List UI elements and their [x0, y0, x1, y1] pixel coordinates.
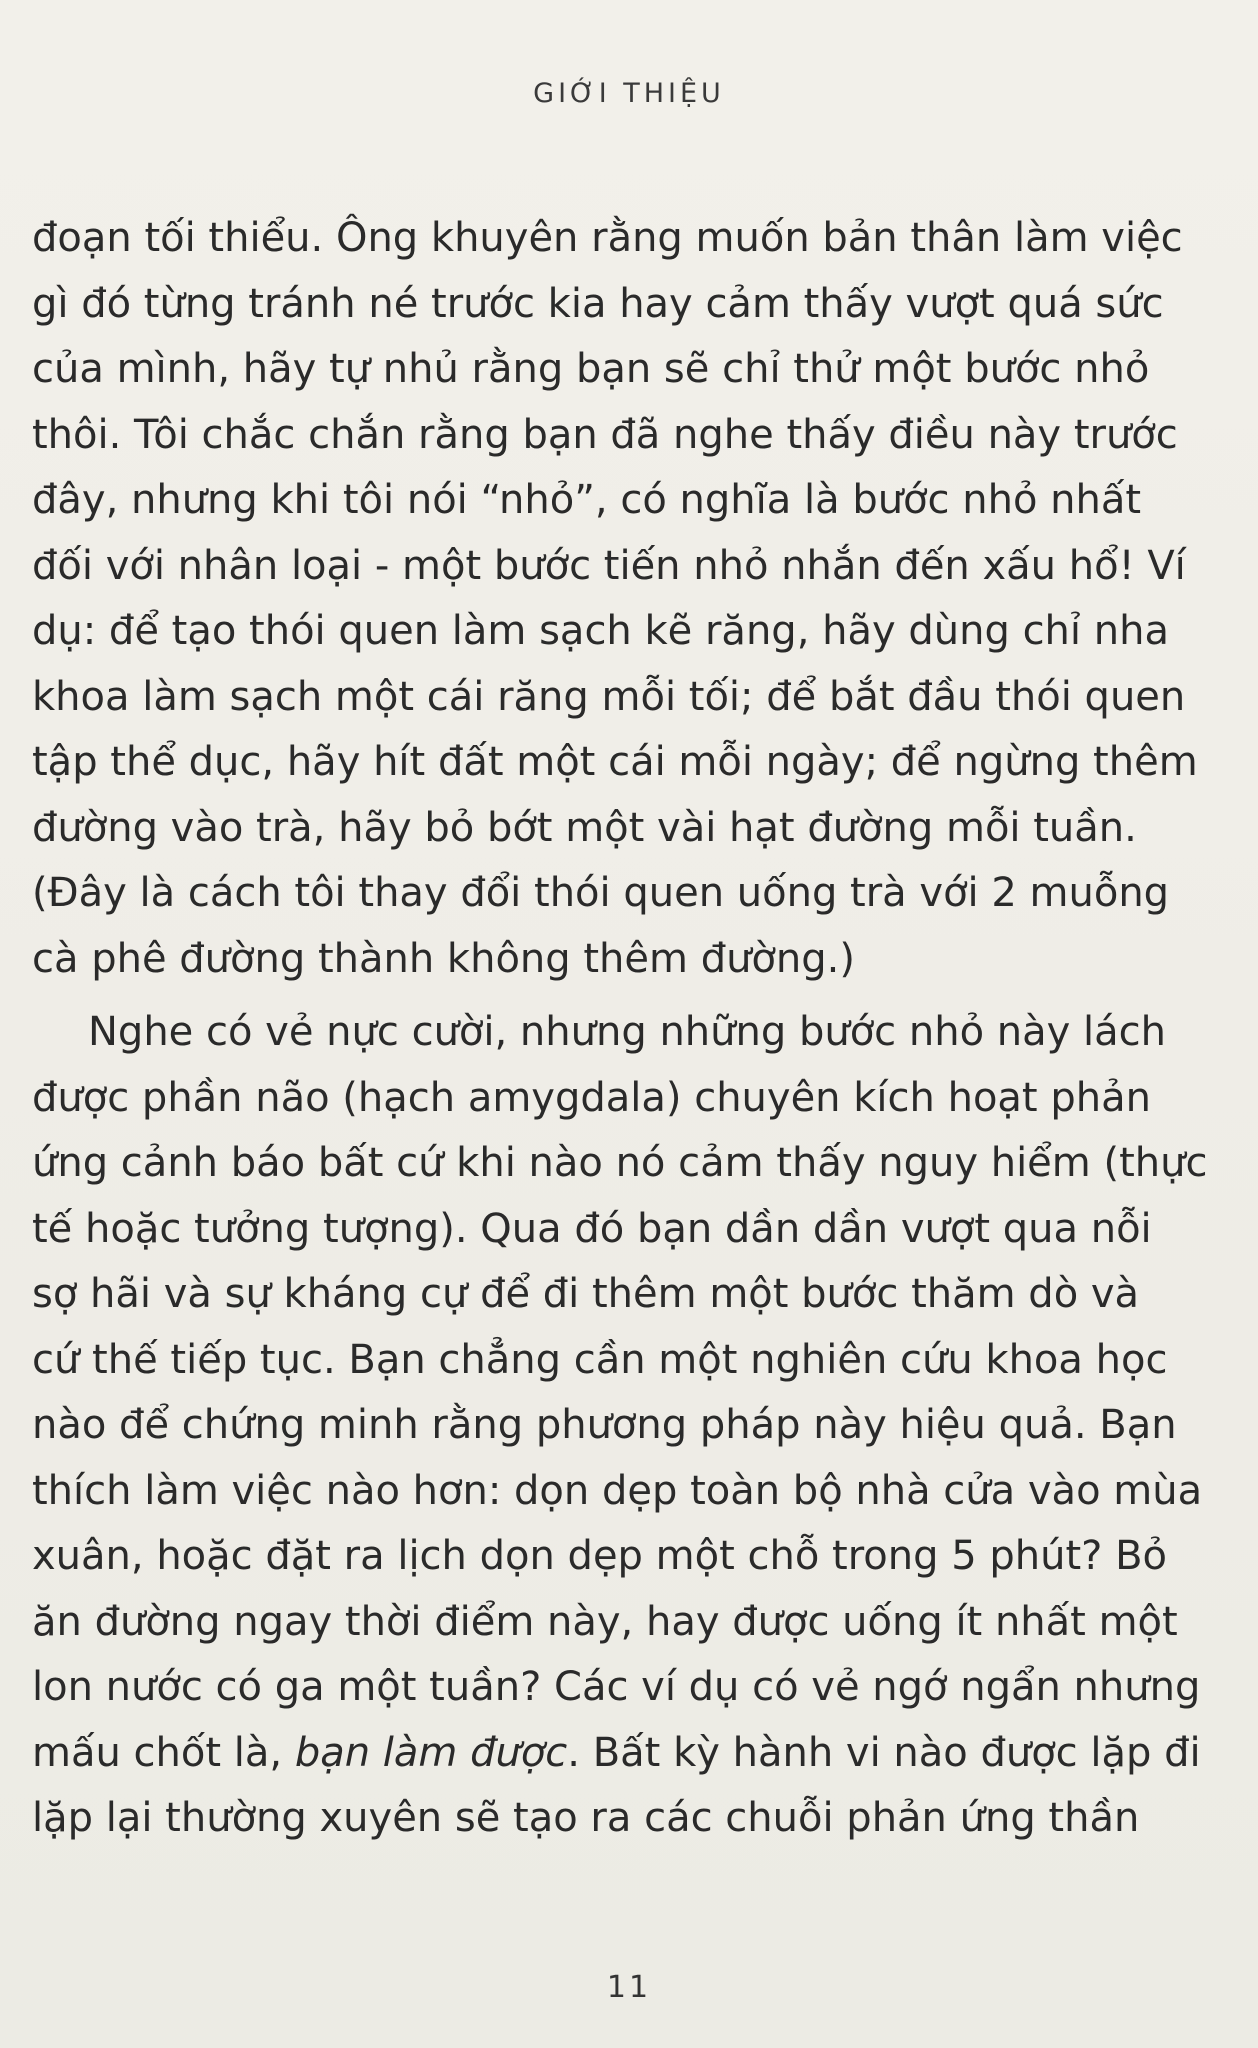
text-line-with-emphasis — [32, 1721, 1201, 1787]
text-line: cà phê đường thành không thêm đường.) — [32, 935, 855, 982]
text-line: ứng cảnh báo bất cứ khi nào nó cảm thấy nguy hiểm (thực — [32, 1140, 1208, 1186]
text-line: sợ hãi và sự kháng cự để đi thêm một bước thăm dò và — [32, 1271, 1140, 1317]
text-line: của mình, hãy tự nhủ rằng bạn sẽ chỉ thử một bước nhỏ — [32, 346, 1150, 392]
text-line: đường vào trà, hãy bỏ bớt một vài hạt đường mỗi tuần. — [32, 804, 1137, 851]
text-line: Nghe có vẻ nực cười, nhưng những bước nhỏ này lách — [88, 1009, 1166, 1055]
text-line: đoạn tối thiểu. Ông khuyên rằng muốn bản thân làm việc — [32, 215, 1183, 261]
text-line: dụ: để tạo thói quen làm sạch kẽ răng, hãy dùng chỉ nha — [32, 608, 1169, 654]
text-line: ăn đường ngay thời điểm này, hay được uống ít nhất một — [32, 1598, 1178, 1645]
text-line: cứ thế tiếp tục. Bạn chẳng cần một nghiên cứu khoa học — [32, 1336, 1168, 1383]
text-line: đây, nhưng khi tôi nói “nhỏ”, có nghĩa là bước nhỏ nhất — [32, 477, 1142, 523]
running-header: GIỚI THIỆU — [533, 78, 725, 109]
text-line: (Đây là cách tôi thay đổi thói quen uống trà với 2 muỗng — [32, 870, 1170, 916]
page-number: 11 — [606, 1970, 652, 2005]
text-line: xuân, hoặc đặt ra lịch dọn dẹp một chỗ trong 5 phút? Bỏ — [32, 1533, 1167, 1579]
text-line: được phần não (hạch amygdala) chuyên kích hoạt phản — [32, 1074, 1151, 1121]
text-line: thôi. Tôi chắc chắn rằng bạn đã nghe thấy điều này trước — [32, 411, 1178, 458]
text-line: lon nước có ga một tuần? Các ví dụ có vẻ ngớ ngẩn nhưng — [32, 1664, 1201, 1710]
text-line: đối với nhân loại - một bước tiến nhỏ nhắn đến xấu hổ! Ví — [32, 542, 1186, 589]
text-line: khoa làm sạch một cái răng mỗi tối; để bắt đầu thói quen — [32, 673, 1186, 720]
text-run: . Bất kỳ hành vi nào được lặp đi — [567, 1729, 1201, 1776]
text-line: tập thể dục, hãy hít đất một cái mỗi ngày; để ngừng thêm — [32, 739, 1198, 785]
emphasized-text: bạn làm được — [294, 1729, 568, 1776]
text-line: tế hoặc tưởng tượng). Qua đó bạn dần dần vượt qua nỗi — [32, 1205, 1152, 1252]
body-text — [32, 206, 1208, 1852]
text-line: lặp lại thường xuyên sẽ tạo ra các chuỗi phản ứng thần — [32, 1795, 1140, 1841]
paragraph-2 — [32, 1000, 1208, 1852]
text-line: nào để chứng minh rằng phương pháp này hiệu quả. Bạn — [32, 1402, 1177, 1448]
paragraph-1 — [32, 206, 1198, 992]
text-line: gì đó từng tránh né trước kia hay cảm thấy vượt quá sức — [32, 280, 1164, 327]
text-line: thích làm việc nào hơn: dọn dẹp toàn bộ nhà cửa vào mùa — [32, 1467, 1203, 1514]
text-run: mấu chốt là, — [32, 1729, 295, 1776]
